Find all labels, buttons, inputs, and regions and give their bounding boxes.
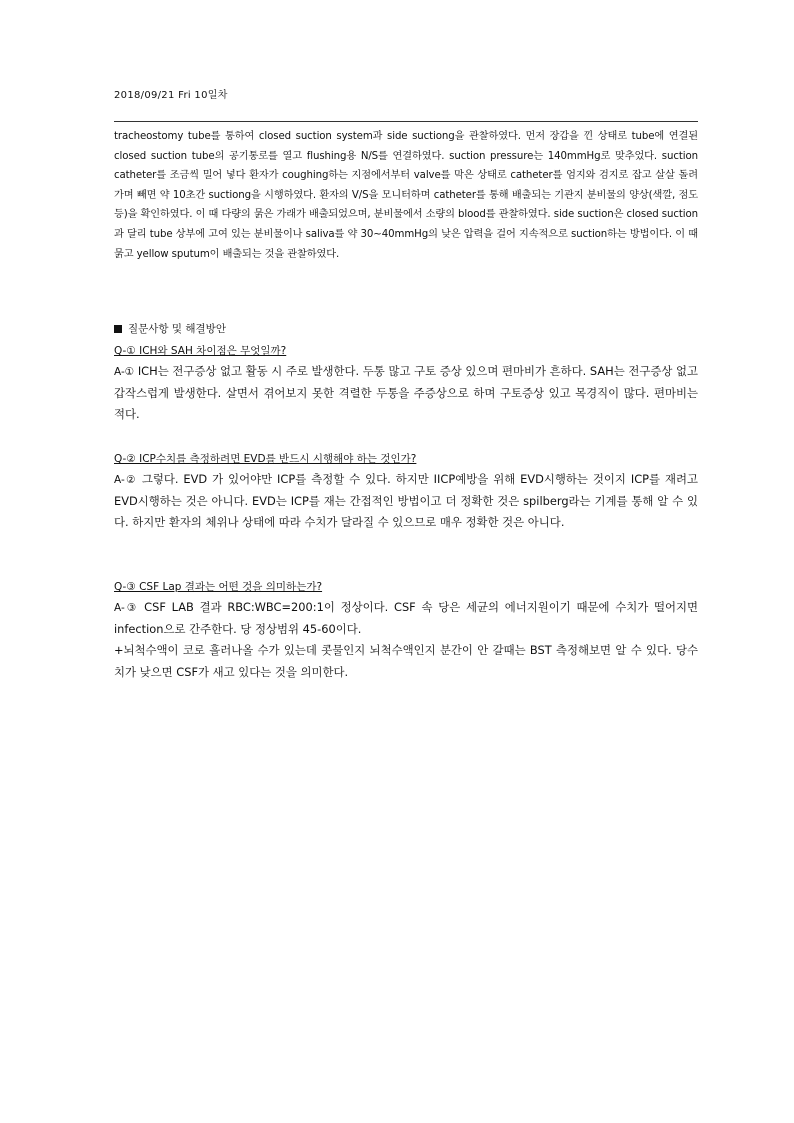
header-divider [114,121,698,122]
question-3: Q-③ CSF Lap 결과는 어떤 것을 의미하는가? [114,581,323,593]
question-1: Q-① ICH와 SAH 차이점은 무엇일까? [114,345,287,357]
answer-3-extra: +뇌척수액이 코로 흘러나올 수가 있는데 콧물인지 뇌척수액인지 분간이 안 갈때는 BST 측정해보면 알 수 있다. 당수치가 낮으면 CSF가 새고 있다는 것을 의미한다. [114,643,698,679]
answer-3-prefix: A-③ [114,602,139,614]
square-bullet-icon [114,325,122,333]
qa-item-1 [114,341,698,426]
qa-section-title [114,320,698,338]
qa-item-2 [114,449,698,534]
qa-section-title-block [114,320,698,338]
date-header: 2018/09/21 Fri 10일차 [114,90,228,101]
answer-1 [114,361,698,426]
answer-3-text: CSF LAB 결과 RBC:WBC=200:1이 정상이다. CSF 속 당은 세균의 에너지원이기 때문에 수치가 떨어지면 infection으로 간주한다. 당 정상범위 45-60이다. [114,600,699,637]
observation-paragraph: tracheostomy tube를 통하여 closed suction system과 side suctiong을 관찰하였다. 먼저 장갑을 낀 상태로 tube에 연결된 closed suction tube의 공기통로를 열고 flushing용 N/S를 연결하였다. suction pressure는 140mmHg로 맞추었다. suction catheter를 조금씩 밀어 넣다 환자가 coughing하는 지점에서부터 valve를 막은 상태로 catheter를 엄지와 검지로 잡고 살살 돌려가며 빼면 약 10초간 suctiong을 시행하였다. 환자의 V/S을 모니터하며 catheter를 통해 배출되는 기관지 분비물의 양상(색깔, 점도 등)을 확인하였다. 이 때 다량의 묽은 가래가 배출되었으며, 분비물에서 소량의 blood를 관찰하였다. side suction은 closed suction과 달리 tube 상부에 고여 있는 분비물이나 saliva를 약 30~40mmHg의 낮은 압력을 걸어 지속적으로 suction하는 방법이다. 이 때 묽고 yellow sputum이 배출되는 것을 관찰하였다. [114,131,698,260]
answer-3 [114,597,698,640]
qa-section-title-text: 질문사항 및 해결방안 [128,323,226,335]
answer-1-text: ICH는 전구증상 없고 활동 시 주로 발생한다. 두통 많고 구토 증상 있으며 편마비가 흔하다. SAH는 전구증상 없고 갑작스럽게 발생한다. 살면서 겪어보지 못한 격렬한 두통을 주증상으로 하며 구토증상 있고 목경직이 많다. 편마비는 적다. [114,364,699,422]
answer-1-prefix: A-① [114,366,135,378]
answer-2-text: 그렇다. EVD 가 있어야만 ICP를 측정할 수 있다. 하지만 IICP예방을 위해 EVD시행하는 것이지 ICP를 재려고 EVD시행하는 것은 아니다. EVD는 ICP를 재는 간접적인 방법이고 더 정확한 것은 spilberg라는 기계를 통해 알 수 있다. 하지만 환자의 체위나 상태에 따라 수치가 달라질 수 있으므로 매우 정확한 것은 아니다. [114,472,699,530]
qa-item-3 [114,577,698,683]
answer-2-prefix: A-② [114,474,137,486]
answer-2 [114,469,698,534]
question-2: Q-② ICP수치를 측정하려면 EVD를 반드시 시행해야 하는 것인가? [114,453,417,465]
